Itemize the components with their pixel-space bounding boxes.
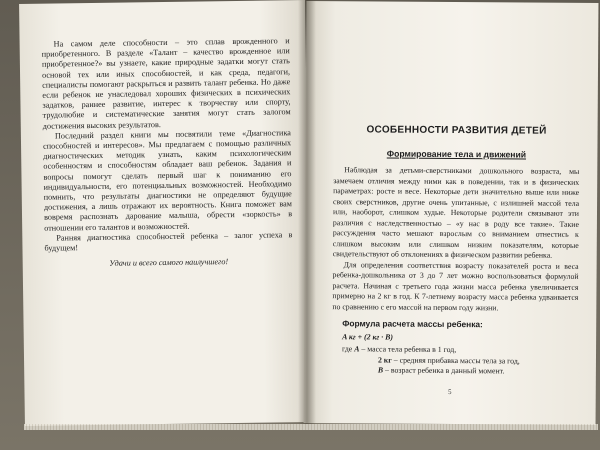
formula: A кг + (2 кг · B) <box>342 331 393 342</box>
formula-title: Формула расчета массы ребенка: <box>342 318 483 330</box>
left-page-text <box>42 36 293 270</box>
formula-legend <box>342 344 578 377</box>
page-number: 5 <box>447 387 452 397</box>
chapter-title: ОСОБЕННОСТИ РАЗВИТИЯ ДЕТЕЙ <box>366 124 547 137</box>
right-paragraph-1: Наблюдая за детьми-сверстниками дошкольного возраста, мы замечаем отличия между ними как в поведении, так и в физических параметрах: росте и весе. Некоторые дети значительно выше или ниже своих сверстников, другие очень упитанные, с излишней массой тела или, наоборот, слишком худые. Некоторые родители связывают эти различия с наследственностью – «у нас в роду все такие». Такие рассуждения часто мешают взрослым со вниманием отнестись к слишком высоким или слишком низким показателям, которые свидетельствуют об отклонениях в физическом развитии ребенка. <box>332 165 580 260</box>
legend-text-c: – возраст ребенка в данный момент. <box>385 365 505 376</box>
legend-text-b: – средняя прибавка массы тела за год, <box>393 355 520 365</box>
section-title: Формирование тела и движений <box>386 148 527 160</box>
left-paragraph-2: Последний раздел книги мы посвятили теме «Диагностика способностей и интересов». Мы предлагаем с помощью различных диагностических методик узнать, каким психологическим особенностям и способностям обладает ваш ребенок. Задания и вопросы помогут сделать первый шаг к пониманию его индивидуальности, его потенциальных возможностей. Необходимо помнить, что результаты диагностики не определяют будущие достижения, а лишь отражают их вероятность. Книга поможет вам вовремя распознать дарование малыша, обрести «зоркость» в отношении его талантов и возможностей. <box>42 128 293 233</box>
book-gutter-shadow <box>298 0 316 430</box>
left-closing-line: Удачи и всего самого наилучшего! <box>109 257 229 269</box>
legend-text-a: – масса тела ребенка в 1 год, <box>361 344 457 355</box>
legend-row-c <box>342 365 578 377</box>
left-paragraph-1: На самом деле способности – это сплав врожденного и приобретенного. В разделе «Талант – качество врожденное или приобретенное?» вы узнаете, какие природные задатки могут стать основой тех или иных способностей, и как среда, педагоги, специалисты помогают раскрыться и развить талант ребенка. Но даже если ребенок не унаследовал хороших физических в психических задатков, раннее развитие, интерес к творчеству или спорту, трудолюбие и систематические занятия могут стать залогом достижения высоких результатов. <box>41 36 291 131</box>
left-page <box>19 0 311 426</box>
legend-intro: где <box>342 344 353 354</box>
right-paragraph-2: Для определения соответствия возрасту показателей роста и веса ребенка-дошкольника от 3 до 7 лет можно воспользоваться формулой расчета. Начиная с третьего года жизни масса ребенка увеличивается примерно на 2 кг в год. К 7-летнему возрасту масса ребенка удваивается по сравнению с его массой на первом году жизни. <box>332 259 579 312</box>
right-page <box>304 1 599 425</box>
left-paragraph-3: Ранняя диагностика способностей ребенка – залог успеха в будущем! <box>44 230 293 253</box>
legend-symbol-c: B <box>377 365 384 375</box>
legend-symbol-a: A <box>354 344 360 354</box>
legend-symbol-b: 2 кг <box>377 354 392 365</box>
right-page-text <box>332 125 580 377</box>
page-stack-edge <box>24 424 598 430</box>
